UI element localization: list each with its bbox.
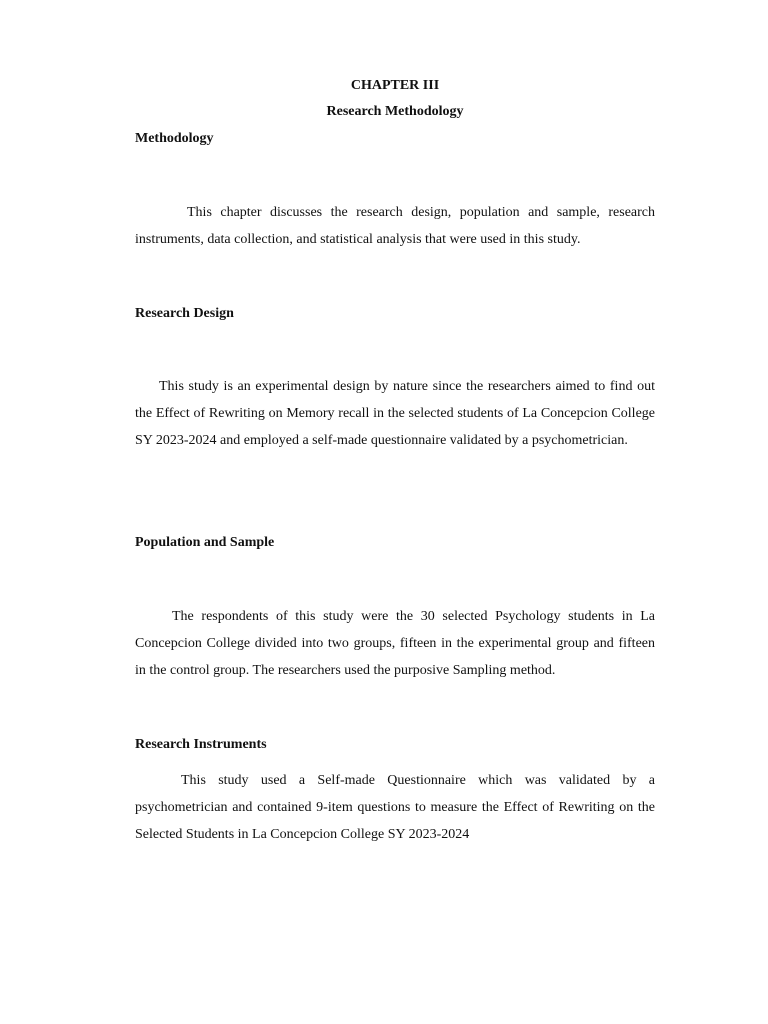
chapter-number: CHAPTER III xyxy=(350,78,440,93)
section-heading-methodology: Methodology xyxy=(135,131,214,146)
paragraph-population-sample: The respondents of this study were the 30 selected Psychology students in La Concepcion College divided into two groups, fifteen in the experimental group and fifteen in the control group. The researchers used the purposive Sampling method. xyxy=(135,609,655,678)
chapter-title: Research Methodology xyxy=(326,104,464,119)
paragraph-research-instruments: This study used a Self-made Questionnaire which was validated by a psychometrician and contained 9-item questions to measure the Effect of Rewriting on the Selected Students in La Concepcion College SY 2023-2024 xyxy=(135,773,655,842)
section-heading-research-instruments: Research Instruments xyxy=(135,737,267,752)
section-heading-research-design: Research Design xyxy=(135,306,234,321)
paragraph-research-design: This study is an experimental design by nature since the researchers aimed to find out the Effect of Rewriting on Memory recall in the selected students of La Concepcion College SY 2023-2024 and employed a self-made questionnaire validated by a psychometrician. xyxy=(135,379,655,448)
section-heading-population-sample: Population and Sample xyxy=(135,535,275,550)
paragraph-methodology: This chapter discusses the research design, population and sample, research instruments, data collection, and statistical analysis that were used in this study. xyxy=(135,205,655,247)
